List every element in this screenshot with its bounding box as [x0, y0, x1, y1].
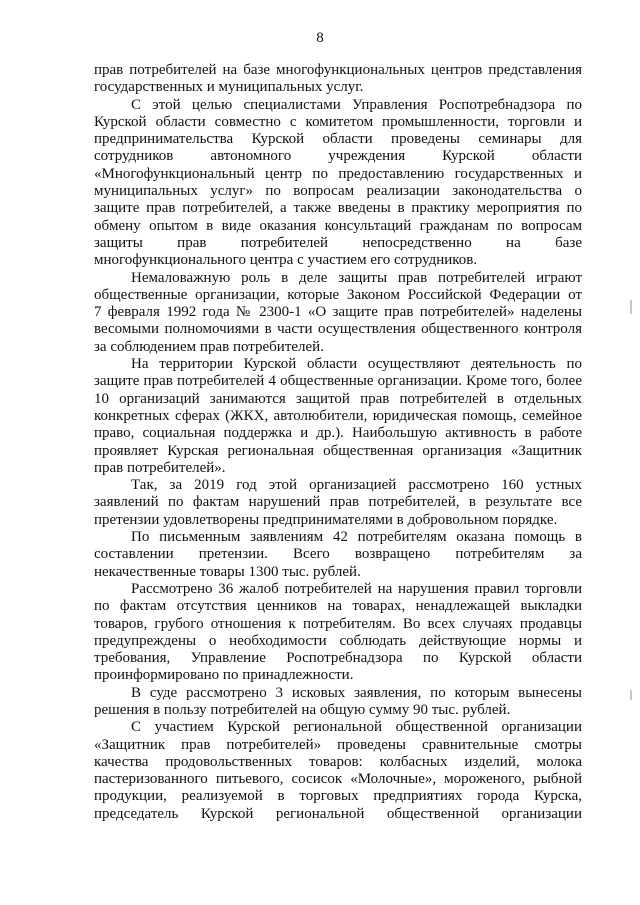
- text-line: защите прав потребителей 4 общественные организации. Кроме того, более: [94, 373, 582, 390]
- document-body: [94, 62, 582, 823]
- text-line: государственных и муниципальных услуг.: [94, 79, 364, 96]
- text-line: защиты прав потребителей непосредственно на базе: [94, 234, 582, 251]
- text-line: право, социальная поддержка и др.). Наибольшую активность в работе: [94, 425, 582, 442]
- text-line: весомыми полномочиями в части осуществления общественного контроля: [94, 321, 582, 338]
- text-line: некачественные товары 1300 тыс. рублей.: [94, 563, 361, 580]
- text-line: требования, Управление Роспотребнадзора по Курской области: [94, 650, 582, 667]
- text-line: конкретных сферах (ЖКХ, автолюбители, юридическая помощь, семейное: [94, 407, 582, 424]
- text-line: сотрудников автономного учреждения Курской области: [94, 148, 582, 165]
- text-line: составлении претензии. Всего возвращено потребителям за: [94, 546, 582, 563]
- text-line: муниципальных услуг» по вопросам реализации законодательства о: [94, 183, 582, 200]
- text-line: прав потребителей».: [94, 459, 226, 476]
- text-line: решения в пользу потребителей на общую сумму 90 тыс. рублей.: [94, 701, 511, 718]
- text-line: претензии удовлетворены предпринимателями в добровольном порядке.: [94, 511, 558, 528]
- scan-edge-mark: [630, 690, 632, 700]
- text-line: по фактам отсутствия ценников на товарах, ненадлежащей выкладки: [94, 598, 582, 615]
- text-line: проинформировано по принадлежности.: [94, 667, 354, 684]
- text-line: Немаловажную роль в деле защиты прав потребителей играют: [131, 269, 582, 286]
- text-line: общественные организации, которые Законом Российской Федерации от: [94, 286, 582, 303]
- text-line: Так, за 2019 год этой организацией рассмотрено 160 устных: [131, 477, 582, 494]
- text-line: 7 февраля 1992 года № 2300-1 «О защите прав потребителей» наделены: [94, 304, 582, 321]
- text-line: товаров, грубого отношения к потребителям. Во всех случаях продавцы: [94, 615, 582, 632]
- text-line: предупреждены о необходимости соблюдать действующие нормы и: [94, 632, 582, 649]
- text-line: Рассмотрено 36 жалоб потребителей на нарушения правил торговли: [131, 580, 582, 597]
- text-line: Курской области совместно с комитетом промышленности, торговли и: [94, 113, 582, 130]
- text-line: проявляет Курская региональная общественная организация «Защитник: [94, 442, 582, 459]
- text-line: продукции, реализуемой в торговых предприятиях города Курска,: [94, 788, 582, 805]
- text-line: С этой целью специалистами Управления Роспотребнадзора по: [131, 96, 582, 113]
- text-line: обмену опытом в виде оказания консультаций гражданам по вопросам: [94, 217, 582, 234]
- text-line: «Многофункциональный центр по предоставлению государственных и: [94, 165, 582, 182]
- text-line: за соблюдением прав потребителей.: [94, 338, 324, 355]
- text-line: пастеризованного питьевого, сосисок «Молочные», мороженого, рыбной: [94, 771, 582, 788]
- text-line: С участием Курской региональной общественной организации: [131, 719, 582, 736]
- text-line: В суде рассмотрено 3 исковых заявления, по которым вынесены: [131, 684, 582, 701]
- text-line: прав потребителей на базе многофункциональных центров представления: [94, 62, 582, 78]
- text-line: председатель Курской региональной общественной организации: [94, 805, 582, 822]
- text-line: На территории Курской области осуществляют деятельность по: [131, 356, 582, 373]
- text-line: предпринимательства Курской области проведены семинары для: [94, 131, 582, 148]
- text-line: заявлений по фактам нарушений прав потребителей, в результате все: [94, 494, 582, 511]
- text-line: качества продовольственных товаров: колбасных изделий, молока: [94, 753, 582, 770]
- text-line: защите прав потребителей, а также введены в практику мероприятия по: [94, 200, 582, 217]
- page-number: 8: [316, 30, 324, 46]
- scan-edge-mark: [630, 300, 632, 314]
- text-line: 10 организаций занимаются защитой прав потребителей в отдельных: [94, 390, 582, 407]
- text-line: «Защитник прав потребителей» проведены сравнительные смотры: [94, 736, 582, 753]
- text-line: По письменным заявлениям 42 потребителям оказана помощь в: [131, 529, 582, 546]
- text-line: многофункционального центра с участием его сотрудников.: [94, 252, 478, 269]
